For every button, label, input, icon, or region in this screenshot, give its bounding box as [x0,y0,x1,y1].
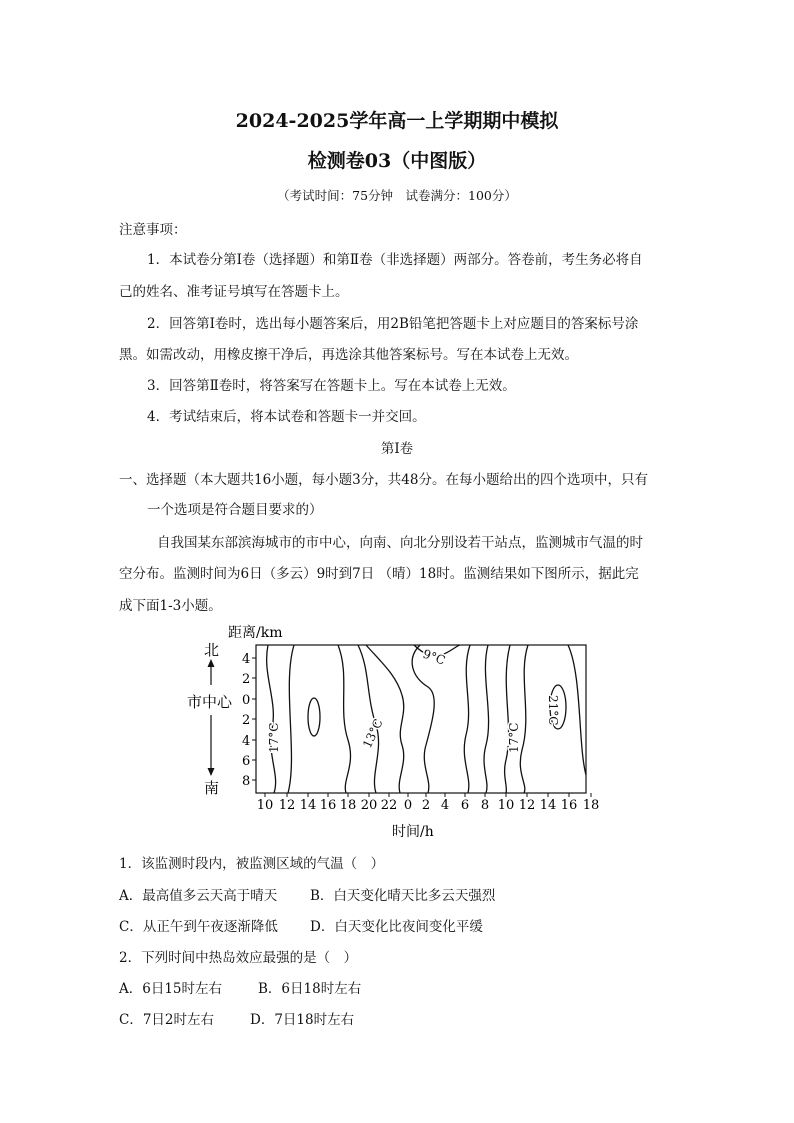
question-2-option-d: D．7日18时左右 [250,1012,355,1028]
y-tick-label: 2 [242,713,251,728]
question-1-option-a: A．最高值多云天高于晴天 [119,888,278,904]
exam-subtitle: 检测卷03（中图版） [307,150,487,172]
contour-line [288,645,294,793]
contour-line [464,645,470,793]
plot-frame [256,645,586,793]
contour-lines [267,645,586,793]
contour-label: 21°C [546,695,560,726]
contour-line [412,645,434,793]
x-tick-label: 22 [380,798,398,813]
y-tick-label: 4 [242,652,251,667]
question-2-stem: 2．下列时间中热岛效应最强的是（ ） [119,950,358,966]
x-tick-label: 18 [339,798,357,813]
x-tick-label: 18 [582,798,600,813]
question-1-option-c: C．从正午到午夜逐渐降低 [119,919,278,935]
x-tick-label: 0 [403,798,413,813]
x-tick-label: 14 [299,798,317,813]
note-item-1: 1．本试卷分第Ⅰ卷（选择题）和第Ⅱ卷（非选择题）两部分。答卷前，考生务必将自 [147,252,643,268]
contour-line [267,645,276,793]
y-tick-label: 0 [242,693,251,708]
x-tick-label: 14 [539,798,557,813]
question-2-option-a: A．6日15时左右 [119,981,223,997]
x-tick-label: 10 [497,798,515,813]
y-axis-title: 距离/km [228,625,283,641]
y-axis-ticks [242,652,256,789]
question-1-option-d: D．白天变化比夜间变化平缓 [310,919,483,935]
x-axis-ticks [257,793,600,813]
x-tick-label: 16 [560,798,578,813]
question-1-stem: 1．该监测时段内，被监测区域的气温（ ） [119,856,385,872]
note-item-3: 3．回答第Ⅱ卷时，将答案写在答题卡上。写在本试卷上无效。 [147,378,516,394]
south-arrowhead [208,768,215,776]
contour-closed-loop [308,698,320,736]
city-center-label: 市中心 [187,693,233,711]
x-tick-label: 8 [480,798,490,813]
x-tick-label: 20 [360,798,378,813]
x-tick-label: 10 [256,798,274,813]
x-tick-label: 6 [460,798,470,813]
y-tick-label: 2 [242,672,251,687]
south-label: 南 [204,779,220,797]
note-item-4: 4．考试结束后，将本试卷和答题卡一并交回。 [147,409,426,425]
passage-line-3: 成下面1-3小题。 [119,598,222,614]
north-arrowhead [208,659,215,667]
exam-info: （考试时间：75分钟 试卷满分：100分） [277,188,517,203]
notes-heading: 注意事项： [119,222,187,238]
temperature-contour-figure [170,615,620,845]
contour-line [484,645,489,793]
y-tick-label: 4 [242,734,251,749]
passage-line-2: 空分布。监测时间为6日（多云）9时到7日 （晴）18时。监测结果如下图所示，据此完 [119,566,639,582]
contour-line [338,645,351,793]
part1-heading-cont: 一个选项是符合题目要求的） [147,502,323,518]
x-axis-title: 时间/h [392,824,434,840]
contour-line [505,645,510,793]
x-tick-label: 4 [440,798,450,813]
contour-label: 17°C [507,722,521,753]
x-tick-label: 2 [421,798,431,813]
north-label: 北 [204,641,220,659]
x-tick-label: 16 [319,798,337,813]
question-2-option-c: C．7日2时左右 [119,1012,215,1028]
contour-label: 17°C [267,722,281,753]
contour-line [568,645,586,775]
exam-title: 2024-2025学年高一上学期期中模拟 [235,110,559,132]
volume-label: 第Ⅰ卷 [380,441,414,457]
note-item-2-cont: 黑。如需改动，用橡皮擦干净后，再选涂其他答案标号。写在本试卷上无效。 [119,347,578,363]
question-2-option-b: B．6日18时左右 [258,981,362,997]
note-item-1-cont: 己的姓名、准考证号填写在答题卡上。 [119,284,349,300]
question-1-option-b: B．白天变化晴天比多云天强烈 [310,888,496,904]
contour-label: 9°C [420,646,448,668]
note-item-2: 2．回答第Ⅰ卷时，选出每小题答案后，用2B铅笔把答题卡上对应题目的答案标号涂 [147,316,639,332]
part1-heading: 一、选择题（本大题共16小题，每小题3分，共48分。在每小题给出的四个选项中，只有 [119,472,648,488]
contour-label: 13°C [360,716,386,751]
x-tick-label: 12 [278,798,296,813]
y-tick-label: 8 [242,774,251,789]
x-tick-label: 12 [518,798,536,813]
passage-line-1: 自我国某东部滨海城市的市中心，向南、向北分别设若干站点，监测城市气温的时 [157,535,643,551]
y-tick-label: 6 [242,754,251,769]
contour-line [520,645,528,793]
